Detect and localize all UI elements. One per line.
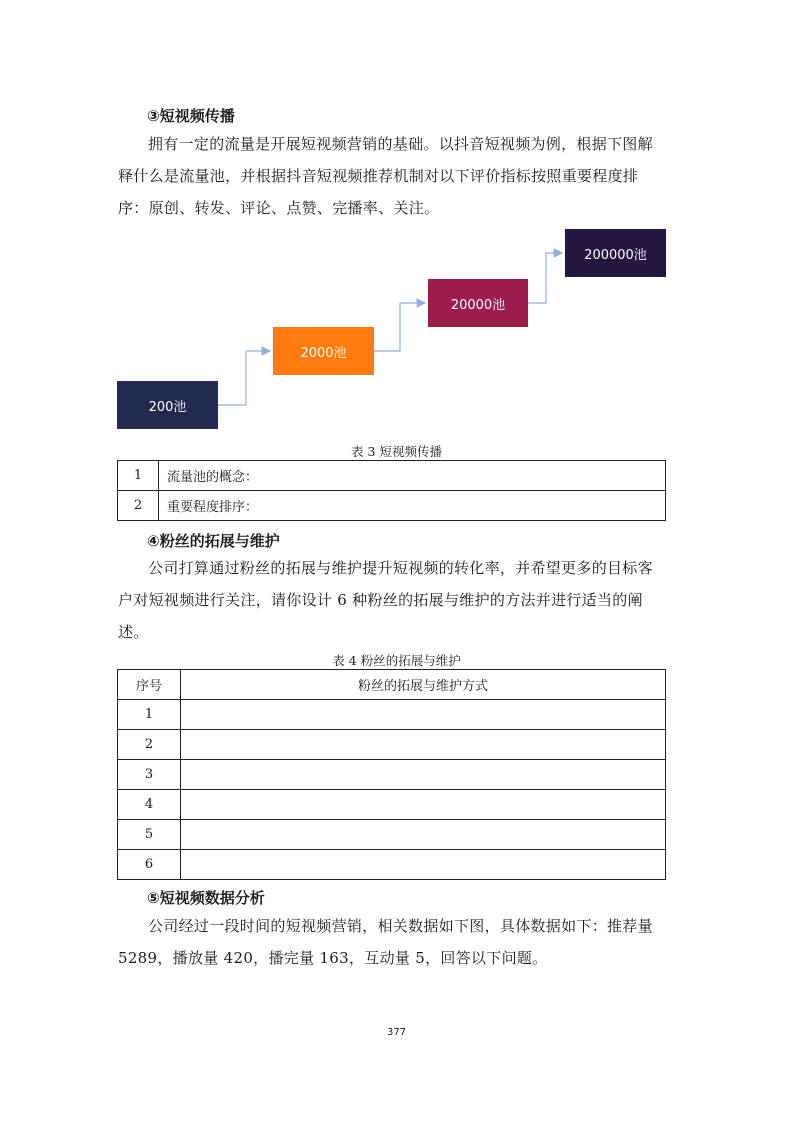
pool-box-2000: 2000池 (273, 327, 374, 375)
row-number: 5 (118, 820, 181, 850)
paragraph-line: 拥有一定的流量是开展短视频营销的基础。以抖音短视频为例，根据下图解 (148, 135, 653, 153)
table-row (118, 820, 666, 850)
row-number: 4 (118, 790, 181, 820)
row-number: 1 (118, 700, 181, 730)
row-number: 6 (118, 850, 181, 880)
table3-caption: 表 3 短视频传播 (351, 444, 442, 459)
column-header-method: 粉丝的拓展与维护方式 (181, 670, 666, 700)
section4-paragraph (118, 552, 678, 648)
traffic-pool-diagram (0, 0, 793, 440)
section-heading-short-video-spread: ③短视频传播 (147, 107, 235, 125)
table4-caption: 表 4 粉丝的拓展与维护 (332, 653, 461, 668)
row-number: 2 (118, 730, 181, 760)
section5-paragraph (118, 910, 678, 974)
table3 (117, 460, 666, 521)
table-row (118, 730, 666, 760)
arrow-connector (374, 303, 425, 351)
paragraph-line: 公司经过一段时间的短视频营销，相关数据如下图，具体数据如下：推荐量 (148, 917, 653, 935)
row-number: 1 (118, 461, 159, 491)
answer-cell[interactable] (181, 730, 666, 760)
table-row (118, 790, 666, 820)
paragraph-line: 户对短视频进行关注，请你设计 6 种粉丝的拓展与维护的方法并进行适当的阐 (118, 591, 643, 609)
table-row (118, 850, 666, 880)
table-row (118, 461, 666, 491)
row-number: 3 (118, 760, 181, 790)
arrow-connector (218, 351, 270, 405)
column-header-index: 序号 (118, 670, 181, 700)
answer-cell[interactable] (181, 790, 666, 820)
table-header-row (118, 670, 666, 700)
pool-box-200000: 200000池 (565, 229, 666, 277)
answer-cell[interactable] (181, 760, 666, 790)
table-row (118, 491, 666, 521)
paragraph-line: 释什么是流量池，并根据抖音短视频推荐机制对以下评价指标按照重要程度排 (118, 167, 639, 185)
row-text: 流量池的概念： (159, 461, 666, 491)
arrow-connector (528, 253, 562, 303)
answer-cell[interactable] (181, 700, 666, 730)
pool-box-200: 200池 (117, 381, 218, 429)
diagram-connectors (0, 0, 793, 440)
section-heading-fan-expansion: ④粉丝的拓展与维护 (147, 532, 280, 550)
table-row (118, 760, 666, 790)
paragraph-line: 述。 (118, 623, 149, 641)
row-text: 重要程度排序： (159, 491, 666, 521)
paragraph-line: 序：原创、转发、评论、点赞、完播率、关注。 (118, 199, 440, 217)
paragraph-line: 公司打算通过粉丝的拓展与维护提升短视频的转化率，并希望更多的目标客 (148, 559, 653, 577)
answer-cell[interactable] (181, 820, 666, 850)
answer-cell[interactable] (181, 850, 666, 880)
row-number: 2 (118, 491, 159, 521)
table-row (118, 700, 666, 730)
pool-box-20000: 20000池 (428, 279, 528, 327)
paragraph-line: 5289，播放量 420，播完量 163，互动量 5，回答以下问题。 (118, 949, 548, 967)
page-number: 377 (386, 1027, 407, 1038)
table4 (117, 669, 666, 880)
section-heading-data-analysis: ⑤短视频数据分析 (147, 889, 265, 907)
